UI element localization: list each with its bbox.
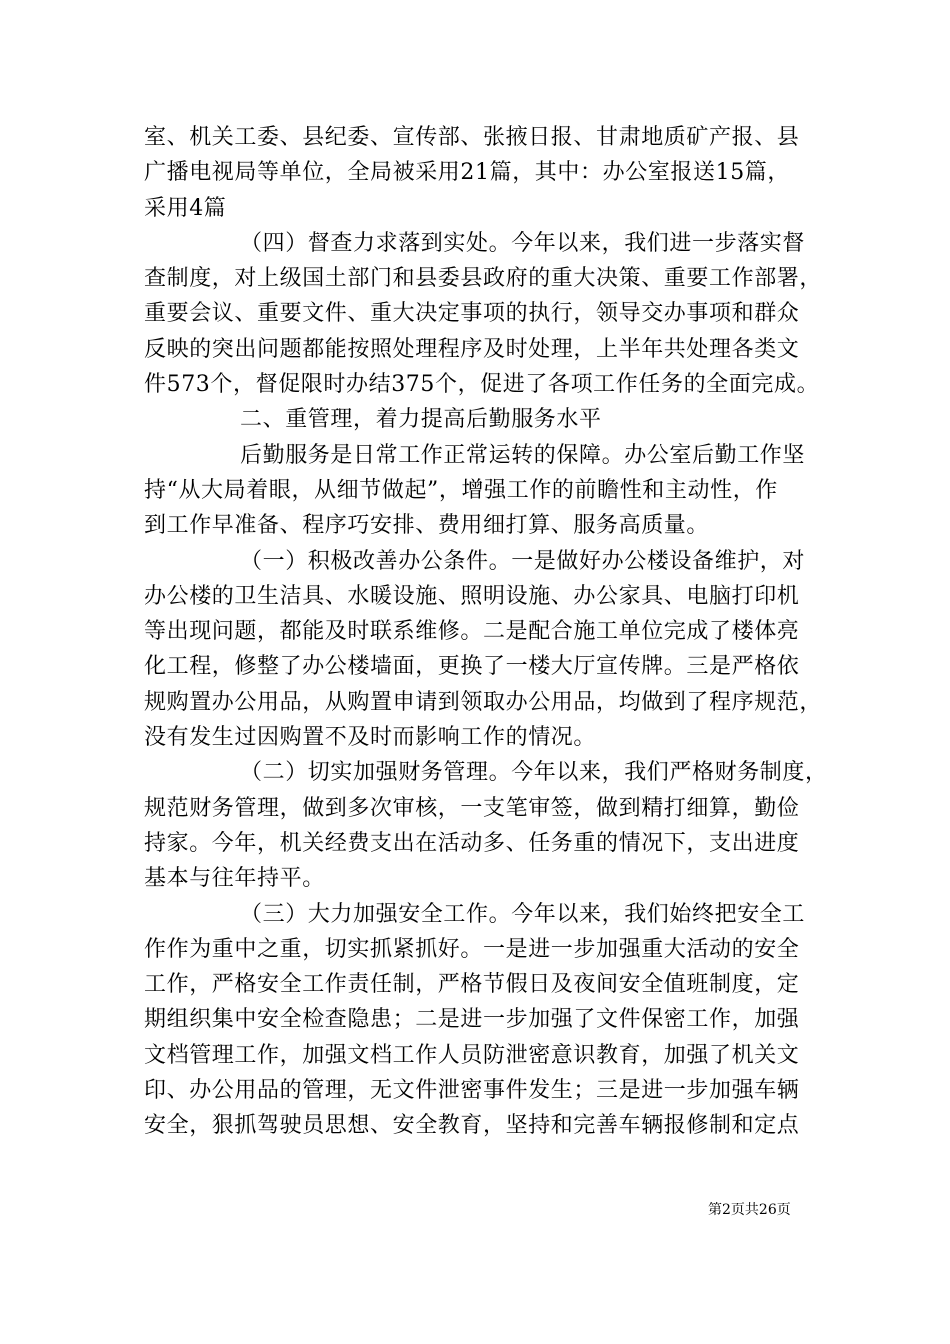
text-line: 基本与往年持平。 — [144, 866, 325, 892]
paragraph-start: （一）积极改善办公条件。一是做好办公楼设备维护，对 — [240, 548, 806, 574]
text-line: 持家。今年，机关经费支出在活动多、任务重的情况下，支出进度 — [144, 830, 800, 856]
text-line: 作作为重中之重，切实抓紧抓好。一是进一步加强重大活动的安全 — [144, 936, 800, 962]
paragraph-start: 后勤服务是日常工作正常运转的保障。办公室后勤工作坚 — [240, 442, 806, 468]
text-line: 期组织集中安全检查隐患；二是进一步加强了文件保密工作，加强 — [144, 1007, 800, 1033]
text-line: 安全，狠抓驾驶员思想、安全教育，坚持和完善车辆报修制和定点 — [144, 1113, 800, 1139]
text-line: 重要会议、重要文件、重大决定事项的执行，领导交办事项和群众 — [144, 301, 800, 327]
text-line: 规购置办公用品，从购置申请到领取办公用品，均做到了程序规范， — [144, 689, 823, 715]
page-number: 第2页共26页 — [708, 1202, 791, 1218]
text-line: 文档管理工作，加强文档工作人员防泄密意识教育，加强了机关文 — [144, 1042, 800, 1068]
paragraph-start: （四）督查力求落到实处。今年以来，我们进一步落实督 — [240, 230, 806, 256]
section-heading: 二、重管理，着力提高后勤服务水平 — [240, 407, 602, 433]
text-line: 到工作早准备、程序巧安排、费用细打算、服务高质量。 — [144, 513, 710, 539]
text-line: 规范财务管理，做到多次审核，一支笔审签，做到精打细算，勤俭 — [144, 795, 800, 821]
text-line: 室、机关工委、县纪委、宣传部、张掖日报、甘肃地质矿产报、县 — [144, 125, 800, 150]
paragraph-start: （三）大力加强安全工作。今年以来，我们始终把安全工 — [240, 901, 806, 927]
paragraph-start: （二）切实加强财务管理。今年以来，我们严格财务制度， — [240, 760, 828, 786]
text-line: 广播电视局等单位，全局被采用21篇，其中：办公室报送15篇， — [144, 160, 790, 186]
text-line: 持“从大局着眼，从细节做起”，增强工作的前瞻性和主动性，作 — [144, 477, 778, 503]
text-line: 没有发生过因购置不及时而影响工作的情况。 — [144, 725, 597, 751]
text-line: 工作，严格安全工作责任制，严格节假日及夜间安全值班制度，定 — [144, 972, 800, 998]
text-line: 反映的突出问题都能按照处理程序及时处理，上半年共处理各类文 — [144, 336, 800, 362]
text-line: 化工程，修整了办公楼墙面，更换了一楼大厅宣传牌。三是严格依 — [144, 654, 800, 680]
text-line: 印、办公用品的管理，无文件泄密事件发生；三是进一步加强车辆 — [144, 1078, 800, 1104]
text-line: 查制度，对上级国土部门和县委县政府的重大决策、重要工作部署， — [144, 266, 823, 292]
text-line: 办公楼的卫生洁具、水暖设施、照明设施、办公家具、电脑打印机 — [144, 583, 800, 609]
text-line: 等出现问题，都能及时联系维修。二是配合施工单位完成了楼体亮 — [144, 619, 800, 645]
document-body — [144, 120, 834, 1144]
text-line: 采用4篇 — [144, 195, 227, 221]
text-line: 件573个，督促限时办结375个，促进了各项工作任务的全面完成。 — [144, 372, 820, 398]
